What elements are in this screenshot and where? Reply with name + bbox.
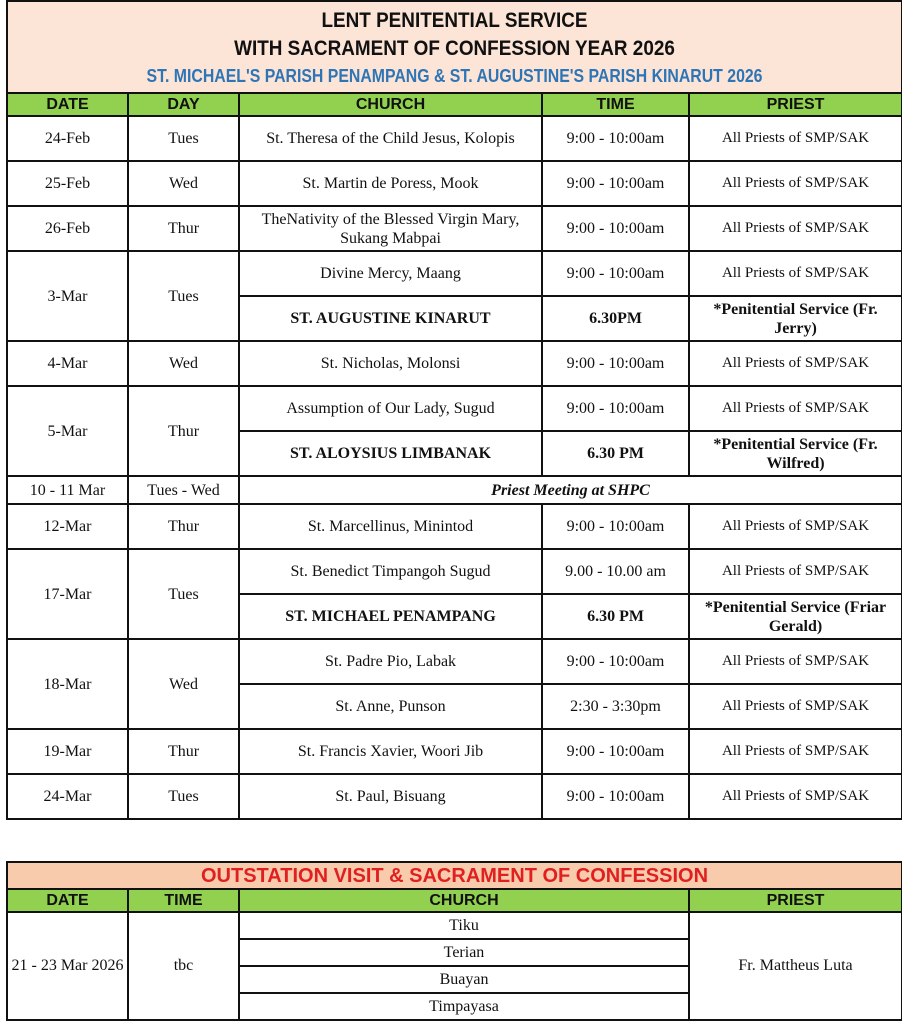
- time-cell: tbc: [128, 912, 239, 1020]
- col-date: DATE: [7, 889, 128, 912]
- church-cell: TheNativity of the Blessed Virgin Mary, Sukang Mabpai: [239, 206, 542, 251]
- date-cell: 24-Feb: [7, 116, 128, 161]
- column-headers: [7, 93, 902, 116]
- date-cell: 18-Mar: [7, 639, 128, 729]
- day-cell: Thur: [128, 504, 239, 549]
- time-cell: 9:00 - 10:00am: [542, 116, 689, 161]
- col-time: TIME: [128, 889, 239, 912]
- time-cell: 9:00 - 10:00am: [542, 774, 689, 819]
- church-cell: Divine Mercy, Maang: [239, 251, 542, 296]
- day-cell: Tues: [128, 774, 239, 819]
- time-cell: 9:00 - 10:00am: [542, 504, 689, 549]
- church-cell: St. Paul, Bisuang: [239, 774, 542, 819]
- day-cell: Tues: [128, 116, 239, 161]
- church-cell: ST. AUGUSTINE KINARUT: [239, 296, 542, 341]
- church-cell: ST. ALOYSIUS LIMBANAK: [239, 431, 542, 476]
- church-cell: Timpayasa: [239, 993, 689, 1020]
- schedule-table: [6, 0, 902, 820]
- day-cell: Tues - Wed: [128, 476, 239, 504]
- table-row: [7, 386, 902, 431]
- day-cell: Thur: [128, 729, 239, 774]
- table-row: [7, 206, 902, 251]
- title-line-2: WITH SACRAMENT OF CONFESSION YEAR 2026: [234, 37, 675, 60]
- church-cell: Buayan: [239, 966, 689, 993]
- day-cell: Wed: [128, 161, 239, 206]
- time-cell: 9:00 - 10:00am: [542, 161, 689, 206]
- table-row: [7, 729, 902, 774]
- date-cell: 3-Mar: [7, 251, 128, 341]
- church-cell: Terian: [239, 939, 689, 966]
- church-cell: St. Theresa of the Child Jesus, Kolopis: [239, 116, 542, 161]
- priest-cell: All Priests of SMP/SAK: [689, 774, 902, 819]
- table-row: [7, 251, 902, 296]
- date-cell: 4-Mar: [7, 341, 128, 386]
- col-church: CHURCH: [239, 889, 689, 912]
- col-time: TIME: [542, 93, 689, 116]
- time-cell: 9:00 - 10:00am: [542, 206, 689, 251]
- church-cell: Assumption of Our Lady, Sugud: [239, 386, 542, 431]
- day-cell: Thur: [128, 386, 239, 476]
- church-cell: St. Nicholas, Molonsi: [239, 341, 542, 386]
- priest-cell: All Priests of SMP/SAK: [689, 386, 902, 431]
- col-day: DAY: [128, 93, 239, 116]
- col-priest: PRIEST: [689, 889, 902, 912]
- date-cell: 12-Mar: [7, 504, 128, 549]
- church-cell: Tiku: [239, 912, 689, 939]
- table-row: [7, 116, 902, 161]
- col-church: CHURCH: [239, 93, 542, 116]
- church-cell: St. Martin de Poress, Mook: [239, 161, 542, 206]
- outstation-table: [6, 861, 902, 1021]
- priest-cell: All Priests of SMP/SAK: [689, 549, 902, 594]
- date-cell: 24-Mar: [7, 774, 128, 819]
- day-cell: Tues: [128, 251, 239, 341]
- priest-cell: All Priests of SMP/SAK: [689, 161, 902, 206]
- priest-cell: All Priests of SMP/SAK: [689, 206, 902, 251]
- church-cell: St. Anne, Punson: [239, 684, 542, 729]
- date-cell: 26-Feb: [7, 206, 128, 251]
- priest-cell: *Penitential Service (Fr. Wilfred): [689, 431, 902, 476]
- table-row: [7, 912, 902, 939]
- priest-cell: Fr. Mattheus Luta: [689, 912, 902, 1020]
- day-cell: Thur: [128, 206, 239, 251]
- time-cell: 6.30 PM: [542, 431, 689, 476]
- table-row: [7, 161, 902, 206]
- priest-cell: All Priests of SMP/SAK: [689, 729, 902, 774]
- time-cell: 9:00 - 10:00am: [542, 251, 689, 296]
- time-cell: 9:00 - 10:00am: [542, 341, 689, 386]
- priest-cell: All Priests of SMP/SAK: [689, 504, 902, 549]
- church-cell: ST. MICHAEL PENAMPANG: [239, 594, 542, 639]
- time-cell: 6.30PM: [542, 296, 689, 341]
- priest-cell: *Penitential Service (Fr. Jerry): [689, 296, 902, 341]
- time-cell: 6.30 PM: [542, 594, 689, 639]
- subtitle: ST. MICHAEL'S PARISH PENAMPANG & ST. AUGUSTINE'S PARISH KINARUT 2026: [146, 66, 763, 86]
- date-cell: 5-Mar: [7, 386, 128, 476]
- priest-cell: *Penitential Service (Friar Gerald): [689, 594, 902, 639]
- date-cell: 10 - 11 Mar: [7, 476, 128, 504]
- table-row: [7, 504, 902, 549]
- church-cell: St. Marcellinus, Minintod: [239, 504, 542, 549]
- date-cell: 17-Mar: [7, 549, 128, 639]
- table-row: [7, 341, 902, 386]
- church-cell: St. Padre Pio, Labak: [239, 639, 542, 684]
- day-cell: Wed: [128, 639, 239, 729]
- note-cell: Priest Meeting at SHPC: [239, 476, 902, 504]
- date-cell: 19-Mar: [7, 729, 128, 774]
- church-cell: St. Benedict Timpangoh Sugud: [239, 549, 542, 594]
- priest-cell: All Priests of SMP/SAK: [689, 639, 902, 684]
- table-row: [7, 774, 902, 819]
- col-priest: PRIEST: [689, 93, 902, 116]
- lent-schedule: [6, 0, 901, 820]
- day-cell: Tues: [128, 549, 239, 639]
- church-cell: St. Francis Xavier, Woori Jib: [239, 729, 542, 774]
- time-cell: 9.00 - 10.00 am: [542, 549, 689, 594]
- col-date: DATE: [7, 93, 128, 116]
- time-cell: 9:00 - 10:00am: [542, 386, 689, 431]
- table-row: [7, 639, 902, 684]
- title-line-1: LENT PENITENTIAL SERVICE: [321, 9, 588, 32]
- date-cell: 25-Feb: [7, 161, 128, 206]
- table-row: [7, 549, 902, 594]
- table-row: [7, 476, 902, 504]
- time-cell: 9:00 - 10:00am: [542, 729, 689, 774]
- title-block: [7, 1, 902, 93]
- day-cell: Wed: [128, 341, 239, 386]
- time-cell: 2:30 - 3:30pm: [542, 684, 689, 729]
- priest-cell: All Priests of SMP/SAK: [689, 116, 902, 161]
- outstation-schedule: [6, 861, 901, 1021]
- outstation-title: OUTSTATION VISIT & SACRAMENT OF CONFESSION: [7, 862, 902, 889]
- time-cell: 9:00 - 10:00am: [542, 639, 689, 684]
- date-cell: 21 - 23 Mar 2026: [7, 912, 128, 1020]
- priest-cell: All Priests of SMP/SAK: [689, 684, 902, 729]
- priest-cell: All Priests of SMP/SAK: [689, 251, 902, 296]
- priest-cell: All Priests of SMP/SAK: [689, 341, 902, 386]
